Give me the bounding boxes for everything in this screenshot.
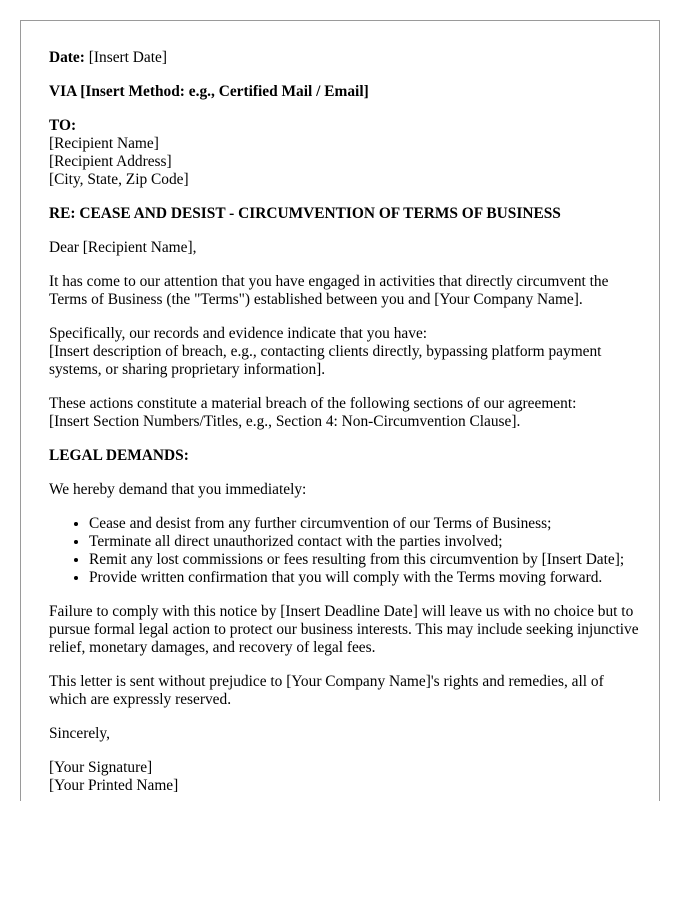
recipient-address: [Recipient Address] <box>49 153 172 170</box>
legal-demands-heading: LEGAL DEMANDS: <box>49 447 189 464</box>
paragraph-records <box>49 325 639 379</box>
breach-intro: These actions constitute a material breach of the following sections of our agreement: <box>49 395 577 412</box>
signature-line: [Your Signature] <box>49 759 153 776</box>
re-line: RE: CEASE AND DESIST - CIRCUMVENTION OF TERMS OF BUSINESS <box>49 205 561 222</box>
demand-item: • Remit any lost commissions or fees resulting from this circumvention by [Insert Date]; <box>89 551 639 569</box>
demand-item: • Terminate all direct unauthorized contact with the parties involved; <box>89 533 639 551</box>
salutation: Dear [Recipient Name], <box>49 239 197 256</box>
date-line <box>49 49 639 67</box>
paragraph-breach <box>49 395 639 431</box>
paragraph-attention: It has come to our attention that you have engaged in activities that directly circumvent the Terms of Business (the "Terms") established between you and [Your Company Name]. <box>49 273 609 308</box>
demand-item: • Cease and desist from any further circumvention of our Terms of Business; <box>89 515 639 533</box>
date-label: Date: <box>49 49 85 66</box>
paragraph-failure: Failure to comply with this notice by [Insert Deadline Date] will leave us with no choice but to pursue formal legal action to protect our business interests. This may include seeking injunctive relief, monetary damages, and recovery of legal fees. <box>49 603 639 656</box>
paragraph-prejudice: This letter is sent without prejudice to [Your Company Name]'s rights and remedies, all of which are expressly reserved. <box>49 673 604 708</box>
recipient-city: [City, State, Zip Code] <box>49 171 189 188</box>
records-intro: Specifically, our records and evidence indicate that you have: <box>49 325 428 342</box>
date-value: [Insert Date] <box>84 49 167 66</box>
records-detail: [Insert description of breach, e.g., contacting clients directly, bypassing platform payment systems, or sharing proprietary information]. <box>49 343 602 378</box>
to-label: TO: <box>49 117 77 134</box>
letter-content <box>49 49 639 801</box>
closing: Sincerely, <box>49 725 110 742</box>
via-line: VIA [Insert Method: e.g., Certified Mail / Email] <box>49 83 369 100</box>
recipient-name: [Recipient Name] <box>49 135 159 152</box>
demand-intro: We hereby demand that you immediately: <box>49 481 307 498</box>
breach-detail: [Insert Section Numbers/Titles, e.g., Section 4: Non-Circumvention Clause]. <box>49 413 521 430</box>
letter-page <box>20 20 660 801</box>
demand-item: • Provide written confirmation that you will comply with the Terms moving forward. <box>89 569 639 587</box>
signature-block <box>49 759 639 795</box>
demands-list <box>49 515 639 587</box>
printed-name-line: [Your Printed Name] <box>49 777 179 794</box>
recipient-block <box>49 117 639 189</box>
